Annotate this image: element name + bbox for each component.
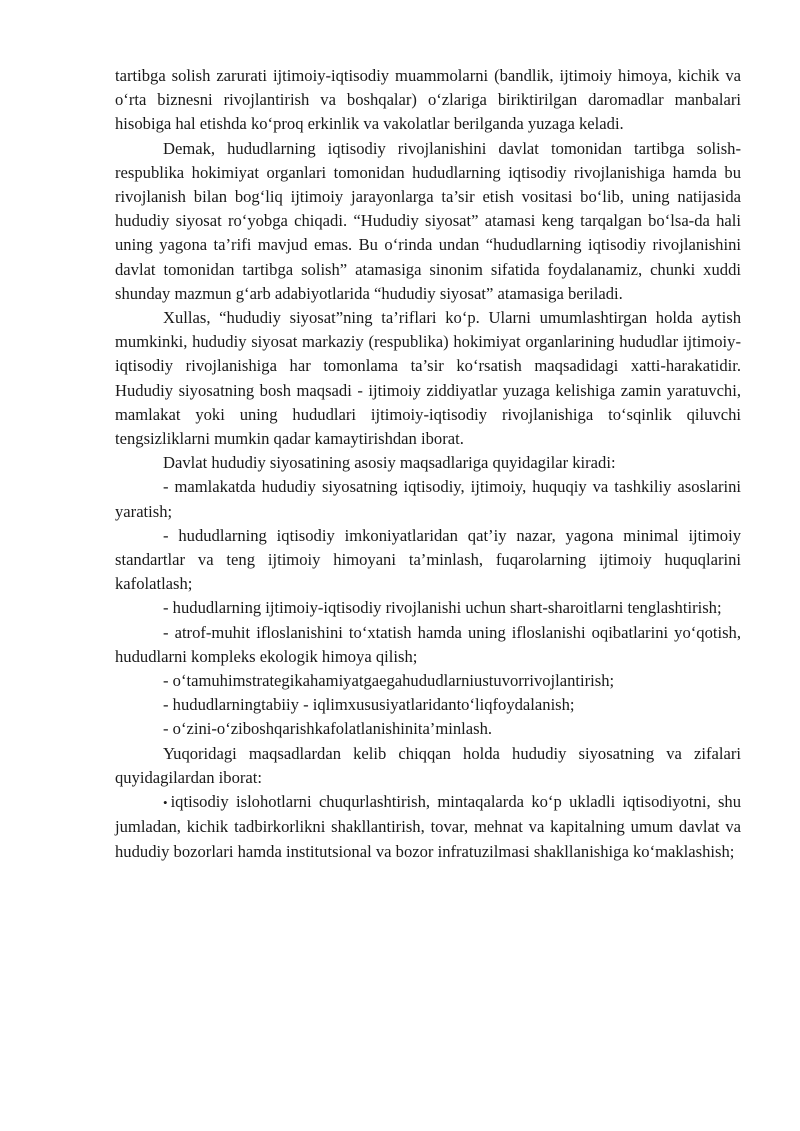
list-item: - hududlarningtabiiy - iqlimxususiyatlaridanto‘liqfoydalanish; (163, 695, 575, 715)
document-page (115, 64, 741, 864)
paragraph-demak: Demak, hududlarning iqtisodiy rivojlanishini davlat tomonidan tartibga solish-respublika hokimiyat organlari tomonidan hududlarning iqtisodiy rivojlanishiga hamda bu rivojlanish bilan bog‘liq ijtimoiy jarayonlarga ta’sir etish vositasi bo‘lib, uning natijasida hududiy siyosat ro‘yobga chiqadi. “Hududiy siyosat” atamasi keng tarqalgan bo‘lsa-da hali uning yagona ta’rifi mavjud emas. Bu o‘rinda undan “hududlarning iqtisodiy rivojlanishini davlat tomonidan tartibga solish” atamasiga sinonim sifatida foydalanamiz, chunki xuddi shunday mazmun g‘arb adabiyotlarida “hududiy siyosat” atamasiga beriladi. (115, 138, 741, 303)
paragraph-xullas: Xullas, “hududiy siyosat”ning ta’riflari ko‘p. Ularni umumlashtirgan holda aytish mumkinki, hududiy siyosat markaziy (respublika) hokimiyat organlarining hududlar ijtimoiy-iqtisodiy rivojlanishiga har tomonlama ta’sir ko‘rsatish maqsadidagi xatti-harakatidir. Hududiy siyosatning bosh maqsadi - ijtimoiy ziddiyatlar yuzaga kelishiga zamin yaratuvchi, mamlakat yoki uning hududlari ijtimoiy-iqtisodiy rivojlanishiga to‘sqinlik qiluvchi tengsizliklarni mumkin qadar kamaytirishdan iborat. (115, 308, 741, 449)
list-item: - atrof-muhit ifloslanishini to‘xtatish hamda uning ifloslanishi oqibatlarini yo‘qotish, hududlarni kompleks ekologik himoya qilish; (115, 622, 741, 666)
list-item: - hududlarning iqtisodiy imkoniyatlaridan qat’iy nazar, yagona minimal ijtimoiy standartlar va teng ijtimoiy himoyani ta’minlash, fuqarolarning ijtimoiy huquqlarini kafolatlash; (115, 525, 741, 594)
bullet-icon: • (163, 795, 168, 811)
list-item: - hududlarning ijtimoiy-iqtisodiy rivojlanishi uchun shart-sharoitlarni tenglashtirish; (163, 598, 722, 618)
bullet-text: iqtisodiy islohotlarni chuqurlashtirish, mintaqalarda ko‘p ukladli iqtisodiyotni, shu jumladan, kichik tadbirkorlikni shakllantirish, tovar, mehnat va kapitalning umum davlat va hududiy bozorlari hamda institutsional va bozor infratuzilmasi shakllanishiga ko‘maklashish; (115, 792, 741, 861)
paragraph-goals-intro: Davlat hududiy siyosatining asosiy maqsadlariga quyidagilar kiradi: (163, 453, 616, 473)
paragraph-continuation: tartibga solish zarurati ijtimoiy-iqtisodiy muammolarni (bandlik, ijtimoiy himoya, kichik va o‘rta biznesni rivojlantirish va boshqalar) o‘zlariga biriktirilgan daromadlar manbalari hisobiga hal etishda ko‘proq erkinlik va vakolatlar berilganda yuzaga keladi. (115, 66, 741, 134)
list-item: - o‘tamuhimstrategikahamiyatgaegahududlarniustuvorrivojlantirish; (163, 671, 615, 691)
list-item: - mamlakatda hududiy siyosatning iqtisodiy, ijtimoiy, huquqiy va tashkiliy asoslarini yaratish; (115, 477, 741, 521)
bullet-item (115, 790, 741, 864)
list-item: - o‘zini-o‘ziboshqarishkafolatlanishinita’minlash. (163, 719, 493, 739)
paragraph-tasks-intro: Yuqoridagi maqsadlardan kelib chiqqan holda hududiy siyosatning va zifalari quyidagilardan iborat: (115, 743, 741, 787)
